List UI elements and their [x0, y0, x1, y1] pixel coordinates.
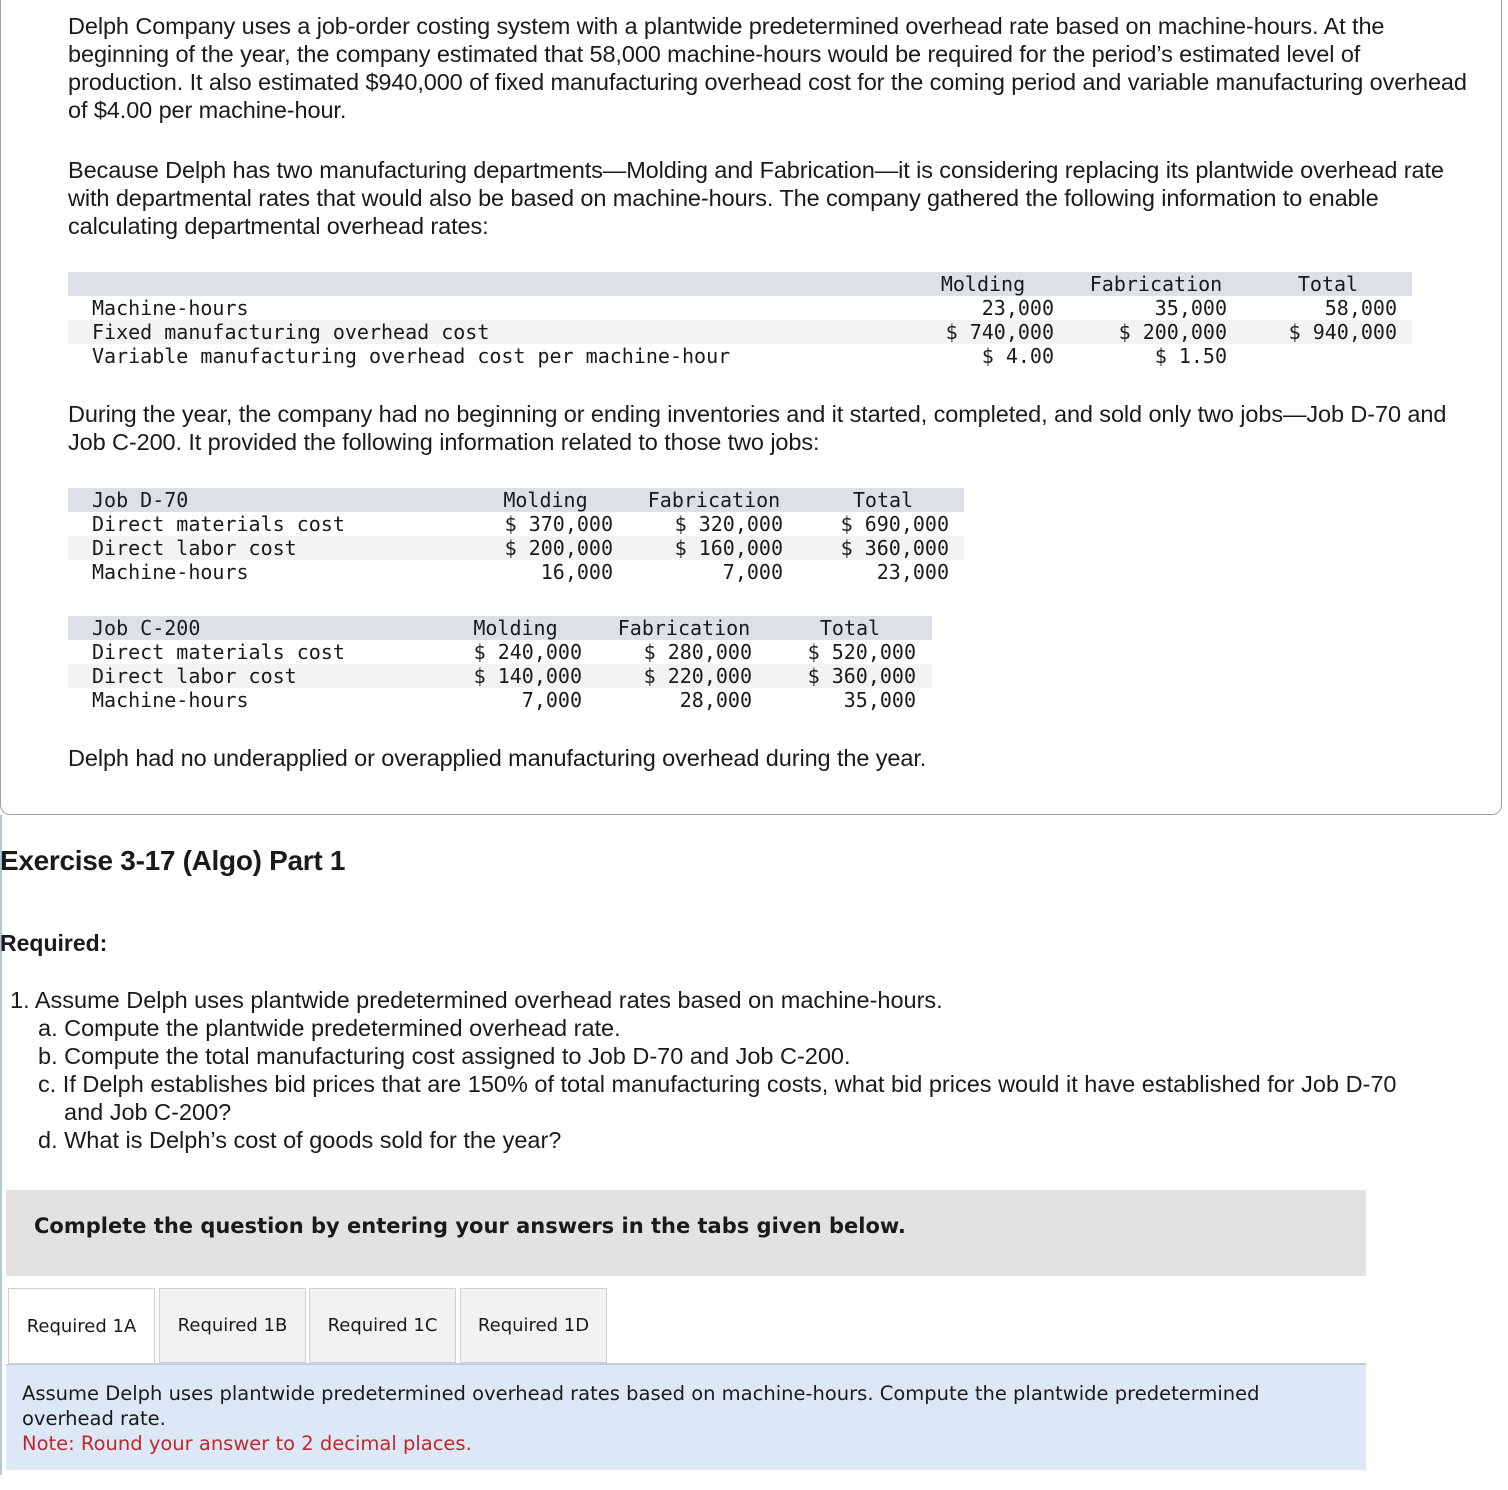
cell-fabrication: $ 280,000: [643, 640, 752, 664]
tab-required-1d[interactable]: Required 1D: [460, 1288, 607, 1363]
cell-total: $ 520,000: [807, 640, 916, 664]
cell-total: $ 690,000: [840, 512, 949, 536]
cell-fabrication: 7,000: [722, 560, 783, 584]
cell-fabrication: $ 220,000: [643, 664, 752, 688]
cell-fabrication: 28,000: [679, 688, 752, 712]
row-label: Fixed manufacturing overhead cost: [92, 320, 490, 344]
required-item-1c: c. If Delph establishes bid prices that are 150% of total manufacturing costs, what bid prices would it have established for Job D-70: [38, 1071, 1397, 1097]
cell-molding: 7,000: [521, 688, 582, 712]
row-label: Direct labor cost: [92, 664, 297, 688]
intro-paragraph-1: Delph Company uses a job-order costing system with a plantwide predetermined overhead rate based on machine-hours. At the beginning of the year, the company estimated that 58,000 machine-hours would be required for the period’s estimated level of production. It also estimated $940,000 of fixed manufacturing overhead cost for the coming period and variable manufacturing overhead of $4.00 per machine-hour.: [68, 13, 1467, 123]
col-header-total: Total: [819, 616, 881, 640]
rounding-note: Note: Round your answer to 2 decimal places.: [22, 1432, 472, 1455]
cell-total: $ 940,000: [1288, 320, 1397, 344]
answer-panel: [6, 1364, 1366, 1470]
cell-fabrication: $ 1.50: [1154, 344, 1227, 368]
required-item-1: 1. Assume Delph uses plantwide predetermined overhead rates based on machine-hours.: [10, 987, 943, 1013]
required-item-1c-cont: and Job C-200?: [64, 1099, 232, 1125]
answer-prompt: Assume Delph uses plantwide predetermined overhead rates based on machine-hours. Compute the plantwide predetermined overhead rate.: [22, 1382, 1260, 1430]
left-rule: [0, 815, 2, 1475]
col-header-molding: Molding: [940, 272, 1026, 296]
row-label: Machine-hours: [92, 560, 249, 584]
col-header-molding: Molding: [473, 616, 558, 640]
tab-required-1b[interactable]: Required 1B: [159, 1288, 306, 1363]
row-label: Machine-hours: [92, 688, 249, 712]
cell-total: 35,000: [843, 688, 916, 712]
exercise-title: Exercise 3-17 (Algo) Part 1: [0, 845, 346, 876]
cell-total: $ 360,000: [807, 664, 916, 688]
cell-molding: $ 240,000: [473, 640, 582, 664]
job-d70-table: [68, 488, 964, 584]
job-title: Job C-200: [92, 616, 201, 640]
required-label: Required:: [0, 930, 108, 956]
col-header-fabrication: Fabrication: [647, 488, 781, 512]
cell-total: [1248, 344, 1397, 368]
cell-total: 23,000: [876, 560, 949, 584]
col-header-total: Total: [1297, 272, 1359, 296]
row-label: Machine-hours: [92, 296, 249, 320]
cell-molding: $ 140,000: [473, 664, 582, 688]
cell-fabrication: $ 200,000: [1118, 320, 1227, 344]
instruction-banner: [6, 1190, 1366, 1276]
row-label: Direct labor cost: [92, 536, 297, 560]
cell-molding: $ 4.00: [981, 344, 1054, 368]
col-header-total: Total: [852, 488, 914, 512]
cell-fabrication: 35,000: [1154, 296, 1227, 320]
cell-molding: $ 200,000: [504, 536, 613, 560]
intro-paragraph-2: Because Delph has two manufacturing departments—Molding and Fabrication—it is considering replacing its plantwide overhead rate with departmental rates that would also be based on machine-hours. The company gathered the following information to enable calculating departmental overhead rates:: [68, 157, 1444, 239]
required-list: [10, 986, 1500, 1154]
job-title: Job D-70: [92, 488, 189, 512]
cell-total: 58,000: [1324, 296, 1397, 320]
tab-required-1c[interactable]: Required 1C: [309, 1288, 456, 1363]
row-label: Direct materials cost: [92, 640, 345, 664]
col-header-molding: Molding: [503, 488, 588, 512]
department-table: [68, 272, 1412, 368]
col-header-fabrication: Fabrication: [617, 616, 751, 640]
col-header-fabrication: Fabrication: [1089, 272, 1223, 296]
required-item-1a: a. Compute the plantwide predetermined overhead rate.: [38, 1015, 621, 1041]
cell-molding: $ 740,000: [945, 320, 1054, 344]
cell-total: $ 360,000: [840, 536, 949, 560]
intro-paragraph-3: During the year, the company had no beginning or ending inventories and it started, completed, and sold only two jobs—Job D-70 and Job C-200. It provided the following information related to those two jobs:: [68, 401, 1447, 455]
cell-molding: 23,000: [981, 296, 1054, 320]
required-item-1d: d. What is Delph’s cost of goods sold for the year?: [38, 1127, 562, 1153]
cell-fabrication: $ 320,000: [674, 512, 783, 536]
cell-molding: 16,000: [540, 560, 613, 584]
cell-fabrication: $ 160,000: [674, 536, 783, 560]
tab-required-1a[interactable]: Required 1A: [8, 1288, 155, 1365]
required-item-1b: b. Compute the total manufacturing cost assigned to Job D-70 and Job C-200.: [38, 1043, 851, 1069]
job-c200-table: [68, 616, 932, 712]
row-label: Variable manufacturing overhead cost per machine-hour: [92, 344, 731, 368]
cell-molding: $ 370,000: [504, 512, 613, 536]
instruction-text: Complete the question by entering your answers in the tabs given below.: [34, 1214, 906, 1238]
row-label: Direct materials cost: [92, 512, 345, 536]
intro-paragraph-4: Delph had no underapplied or overapplied manufacturing overhead during the year.: [68, 745, 927, 771]
